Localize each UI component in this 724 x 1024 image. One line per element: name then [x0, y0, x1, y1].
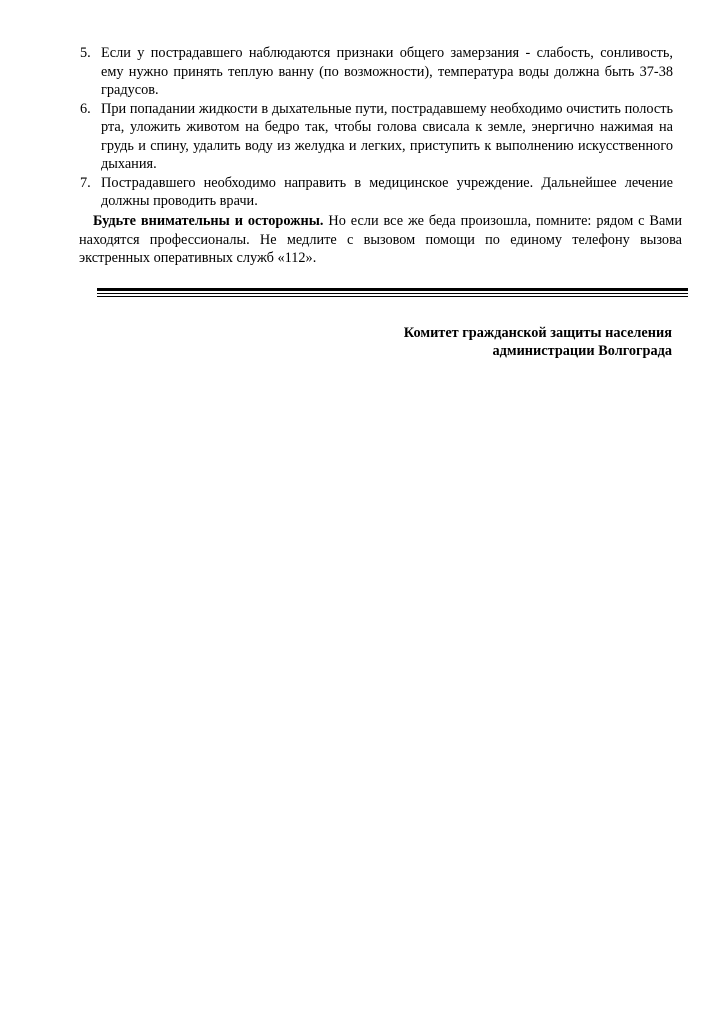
closing-text: Но если все же беда произошла, помните: рядом с Вами находятся профессионалы. Не медлите с вызовом помощи по единому телефону вызова экстренных оперативных служб «112».	[79, 213, 682, 266]
item-text: При попадании жидкости в дыхательные пути, пострадавшему необходимо очистить полость рта, уложить животом на бедро так, чтобы голова свисала к земле, энергично нажимая на грудь и спину, удалить воду из желудка и легких, приступить к выполнению искусственного дыхания.	[101, 100, 673, 172]
signature-line-2: администрации Волгограда	[492, 343, 672, 359]
signature-block	[404, 324, 672, 360]
closing-emphasis: Будьте внимательны и осторожны.	[93, 213, 324, 229]
item-text: Пострадавшего необходимо направить в медицинское учреждение. Дальнейшее лечение должны проводить врачи.	[101, 174, 673, 209]
divider-thick-line	[97, 288, 688, 291]
list-item	[80, 100, 673, 174]
item-text: Если у пострадавшего наблюдаются признаки общего замерзания - слабость, сонливость, ему нужно принять теплую ванну (по возможности), температура воды должна быть 37-38 градусов.	[101, 45, 673, 98]
item-number: 5.	[80, 45, 91, 61]
divider-thin-line	[97, 296, 688, 297]
list-item	[80, 174, 673, 211]
item-number: 7.	[80, 174, 91, 191]
closing-paragraph	[79, 212, 682, 268]
first-aid-instructions-list	[80, 44, 673, 211]
divider-thin-line	[97, 293, 688, 294]
signature-line-1: Комитет гражданской защиты населения	[403, 325, 672, 341]
list-item	[80, 44, 673, 100]
item-number: 6.	[80, 100, 91, 117]
